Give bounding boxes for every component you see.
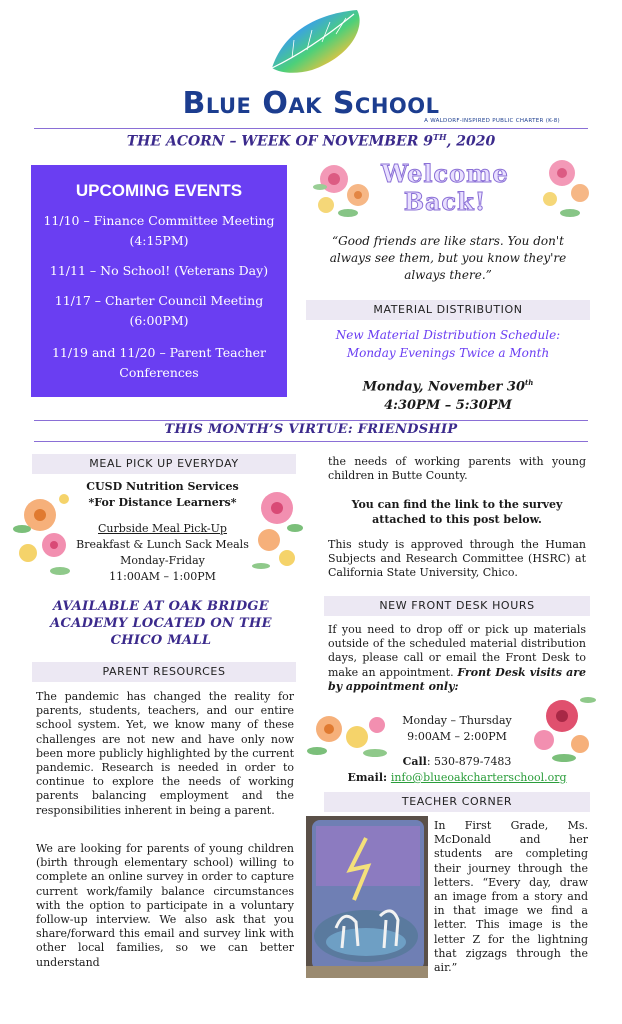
divider: [34, 420, 588, 421]
parent-resources-heading: PARENT RESOURCES: [32, 662, 296, 682]
front-desk-heading: NEW FRONT DESK HOURS: [324, 596, 590, 616]
divider: [34, 128, 588, 129]
event-item: 11/10 – Finance Committee Meeting (4:15PM): [43, 213, 275, 248]
parent-resources-paragraph: The pandemic has changed the reality for parents, students, teachers, and our entire school system. Yet, we know many of these challenges are not new and have only now been more publicly highlighted by the current pandemic. Research is needed in order to continue to explore the needs of working parents balancing employment and the responsibilities inherent in being a parent.: [36, 690, 294, 817]
material-schedule-subtitle: New Material Distribution Schedule: Monday Evenings Twice a Month: [335, 328, 561, 360]
front-desk-hours: 9:00AM – 2:00PM: [407, 730, 507, 743]
meal-location: AVAILABLE AT OAK BRIDGE ACADEMY LOCATED ON THE CHICO MALL: [50, 599, 272, 648]
teacher-corner-text: In First Grade, Ms. McDonald and her students are completing their journey through the letters. “Every day, draw an image from a story and in that image we find a letter. This image is the letter Z for the lightning that zigzags through the air.”: [434, 819, 588, 975]
survey-link-note: You can find the link to the survey attached to this post below.: [351, 498, 563, 526]
meal-pickup-heading: MEAL PICK UP EVERYDAY: [32, 454, 296, 474]
parent-resources-paragraph: We are looking for parents of young children (birth through elementary school) willing to complete an online survey in order to capture current work/family balance circumstances with the option to participate in a voluntary follow-up interview. We also ask that you share/forward this email and survey link with other local families, so we can better understand: [36, 842, 294, 969]
meal-audience: *For Distance Learners*: [88, 496, 237, 509]
friendship-quote: “Good friends are like stars. You don't always see them, but you know they're always there.”: [329, 234, 567, 282]
email-link[interactable]: info@blueoakcharterschool.org: [390, 771, 567, 784]
approval-note: This study is approved through the Human Subjects and Research Committee (HSRC) at California State University, Chico.: [328, 538, 586, 580]
upcoming-events-box: [31, 165, 287, 397]
student-drawing-image: [306, 816, 428, 978]
parent-resources-paragraph: the needs of working parents with young children in Butte County.: [328, 455, 586, 483]
meal-type: Breakfast & Lunch Sack Meals: [76, 538, 249, 551]
front-desk-email: Email: info@blueoakcharterschool.org: [347, 771, 567, 784]
meal-provider: CUSD Nutrition Services: [86, 480, 239, 493]
meal-pickup-label: Curbside Meal Pick-Up: [98, 522, 227, 535]
issue-title: THE ACORN – WEEK OF NOVEMBER 9TH, 2020: [126, 132, 496, 150]
front-desk-phone: Call: 530-879-7483: [402, 755, 512, 768]
welcome-banner: Welcome Back!: [381, 159, 509, 216]
event-item: 11/17 – Charter Council Meeting (6:00PM): [54, 293, 264, 328]
school-name: Blue Oak School: [182, 86, 440, 121]
flowers-icon: [247, 478, 305, 578]
event-item: 11/11 – No School! (Veterans Day): [49, 263, 269, 278]
meal-days: Monday-Friday: [120, 554, 205, 567]
divider: [34, 441, 588, 442]
front-desk-text: If you need to drop off or pick up materials outside of the scheduled material distribution days, please call or email the Front Desk to make an appointment. Front Desk visits are by appointment only:: [328, 623, 587, 693]
front-desk-days: Monday – Thursday: [402, 714, 512, 727]
school-tagline: A WALDORF-INSPIRED PUBLIC CHARTER (K-8): [424, 118, 560, 124]
events-title: UPCOMING EVENTS: [75, 181, 243, 200]
leaf-logo-icon: [262, 6, 372, 80]
material-date: Monday, November 30th 4:30PM – 5:30PM: [362, 378, 534, 414]
material-distribution-heading: MATERIAL DISTRIBUTION: [306, 300, 590, 320]
virtue-title: THIS MONTH’S VIRTUE: FRIENDSHIP: [164, 422, 458, 437]
teacher-corner-heading: TEACHER CORNER: [324, 792, 590, 812]
meal-hours: 11:00AM – 1:00PM: [109, 570, 216, 583]
event-item: 11/19 and 11/20 – Parent Teacher Conferences: [51, 345, 267, 380]
